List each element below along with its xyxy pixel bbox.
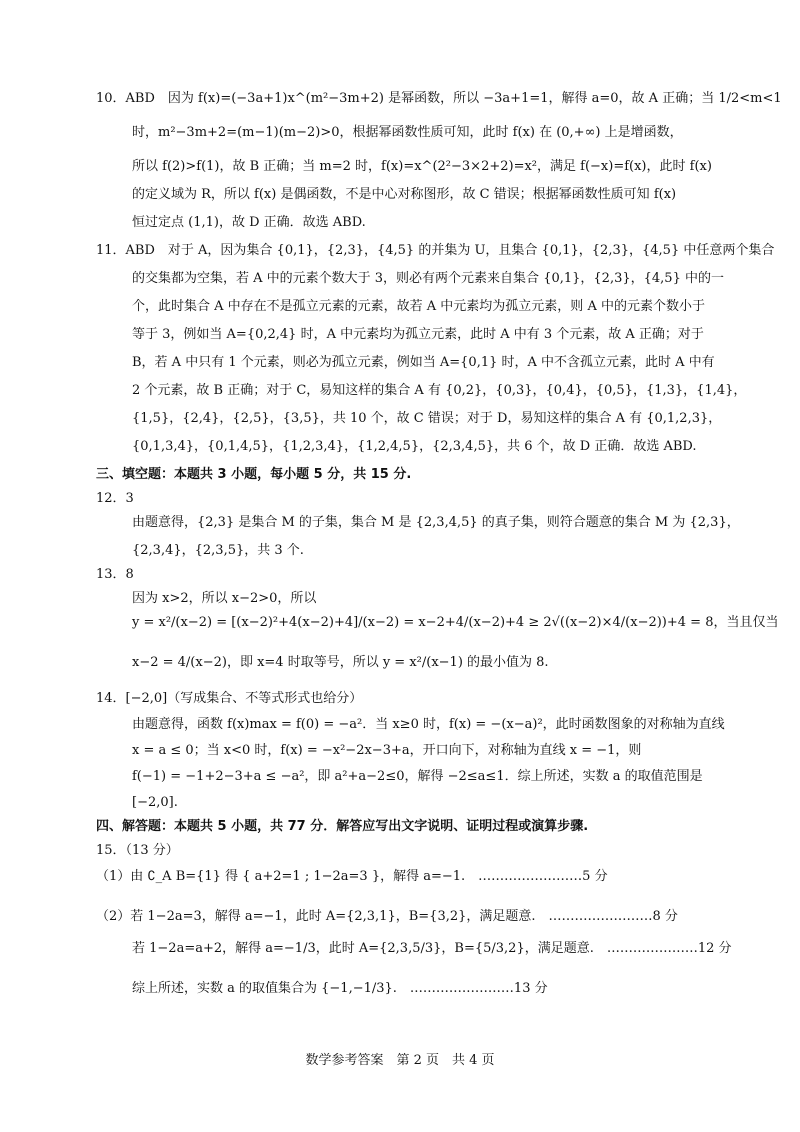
line-text: （1）由 ∁_A B={1} 得 { a+2=1 ; 1−2a=3 }，解得 a=−1. ……………………5 分 [96, 869, 608, 884]
line-text: 由题意得，{2,3} 是集合 M 的子集，集合 M 是 {2,3,4,5} 的真子集，则符合题意的集合 M 为 {2,3}， [132, 515, 740, 530]
line-text: 2 个元素，故 B 正确；对于 C，易知这样的集合 A 有 {0,2}，{0,3}，{0,4}，{0,5}，{1,3}，{1,4}， [132, 383, 747, 398]
line-text: x = a ≤ 0；当 x<0 时，f(x) = −x²−2x−3+a，开口向下，对称轴为直线 x = −1，则 [132, 743, 642, 758]
page-footer: 数学参考答案 第 2 页 共 4 页 [305, 1053, 495, 1068]
line-text: 恒过定点 (1,1)，故 D 正确．故选 ABD. [132, 215, 366, 230]
line-text: f(−1) = −1+2−3+a ≤ −a²，即 a²+a−2≤0，解得 −2≤a≤1．综上所述，实数 a 的取值范围是 [132, 769, 703, 784]
line-text: 所以 f(2)>f(1)，故 B 正确；当 m=2 时，f(x)=x^(2²−3×2+2)=x²，满足 f(−x)=f(x)，此时 f(x) [132, 159, 712, 174]
line-text: 11．ABD 对于 A，因为集合 {0,1}，{2,3}，{4,5} 的并集为 U，且集合 {0,1}，{2,3}，{4,5} 中任意两个集合 [96, 243, 775, 258]
line-text: {0,1,3,4}，{0,1,4,5}，{1,2,3,4}，{1,2,4,5}，{2,3,4,5}，共 6 个，故 D 正确．故选 ABD. [132, 439, 697, 454]
line-text: 的定义域为 R，所以 f(x) 是偶函数，不是中心对称图形，故 C 错误；根据幂函数性质可知 f(x) [132, 187, 677, 202]
line-text: 由题意得，函数 f(x)max = f(0) = −a²．当 x≥0 时，f(x) = −(x−a)²，此时函数图象的对称轴为直线 [132, 717, 725, 732]
line-text: 三、填空题：本题共 3 小题，每小题 5 分，共 15 分. [96, 467, 412, 482]
line-text: 因为 x>2，所以 x−2>0，所以 [132, 591, 317, 606]
line-text: {2,3,4}，{2,3,5}，共 3 个. [132, 543, 304, 558]
line-text: {1,5}，{2,4}，{2,5}，{3,5}，共 10 个，故 C 错误；对于 D，易知这样的集合 A 有 {0,1,2,3}， [132, 411, 722, 426]
line-text: 15．（13 分） [96, 843, 179, 858]
line-text: 的交集都为空集，若 A 中的元素个数大于 3，则必有两个元素来自集合 {0,1}，{2,3}，{4,5} 中的一 [132, 271, 724, 286]
line-text: 四、解答题：本题共 5 小题，共 77 分．解答应写出文字说明、证明过程或演算步骤. [96, 819, 589, 834]
line-text: 14．[−2,0]（写成集合、不等式形式也给分） [96, 691, 363, 706]
line-text: 10．ABD 因为 f(x)=(−3a+1)x^(m²−3m+2) 是幂函数，所以 −3a+1=1，解得 a=0，故 A 正确；当 1/2<m<1 [96, 91, 782, 106]
line-text: x−2 = 4/(x−2)，即 x=4 时取等号，所以 y = x²/(x−1) 的最小值为 8. [132, 655, 549, 670]
line-text: 个，此时集合 A 中存在不是孤立元素的元素，故若 A 中元素均为孤立元素，则 A 中的元素个数小于 [132, 299, 705, 314]
line-text: y = x²/(x−2) = [(x−2)²+4(x−2)+4]/(x−2) = x−2+4/(x−2)+4 ≥ 2√((x−2)×4/(x−2))+4 = 8，当且仅当 [132, 615, 779, 630]
line-text: [−2,0]. [132, 795, 178, 810]
line-text: （2）若 1−2a=3，解得 a=−1，此时 A={2,3,1}，B={3,2}，满足题意. ……………………8 分 [96, 909, 678, 924]
line-text: 12．3 [96, 491, 134, 506]
line-text: 综上所述，实数 a 的取值集合为 {−1,−1/3}. ……………………13 分 [132, 981, 548, 996]
line-text: 若 1−2a=a+2，解得 a=−1/3，此时 A={2,3,5/3}，B={5/3,2}，满足题意. …………………12 分 [132, 941, 732, 956]
line-text: 时，m²−3m+2=(m−1)(m−2)>0，根据幂函数性质可知，此时 f(x) 在 (0,+∞) 上是增函数， [132, 125, 683, 140]
line-text: 等于 3，例如当 A={0,2,4} 时，A 中元素均为孤立元素，此时 A 中有 3 个元素，故 A 正确；对于 [132, 327, 704, 342]
line-text: B，若 A 中只有 1 个元素，则必为孤立元素，例如当 A={0,1} 时，A 中不含孤立元素，此时 A 中有 [132, 355, 715, 370]
line-text: 13．8 [96, 567, 134, 582]
